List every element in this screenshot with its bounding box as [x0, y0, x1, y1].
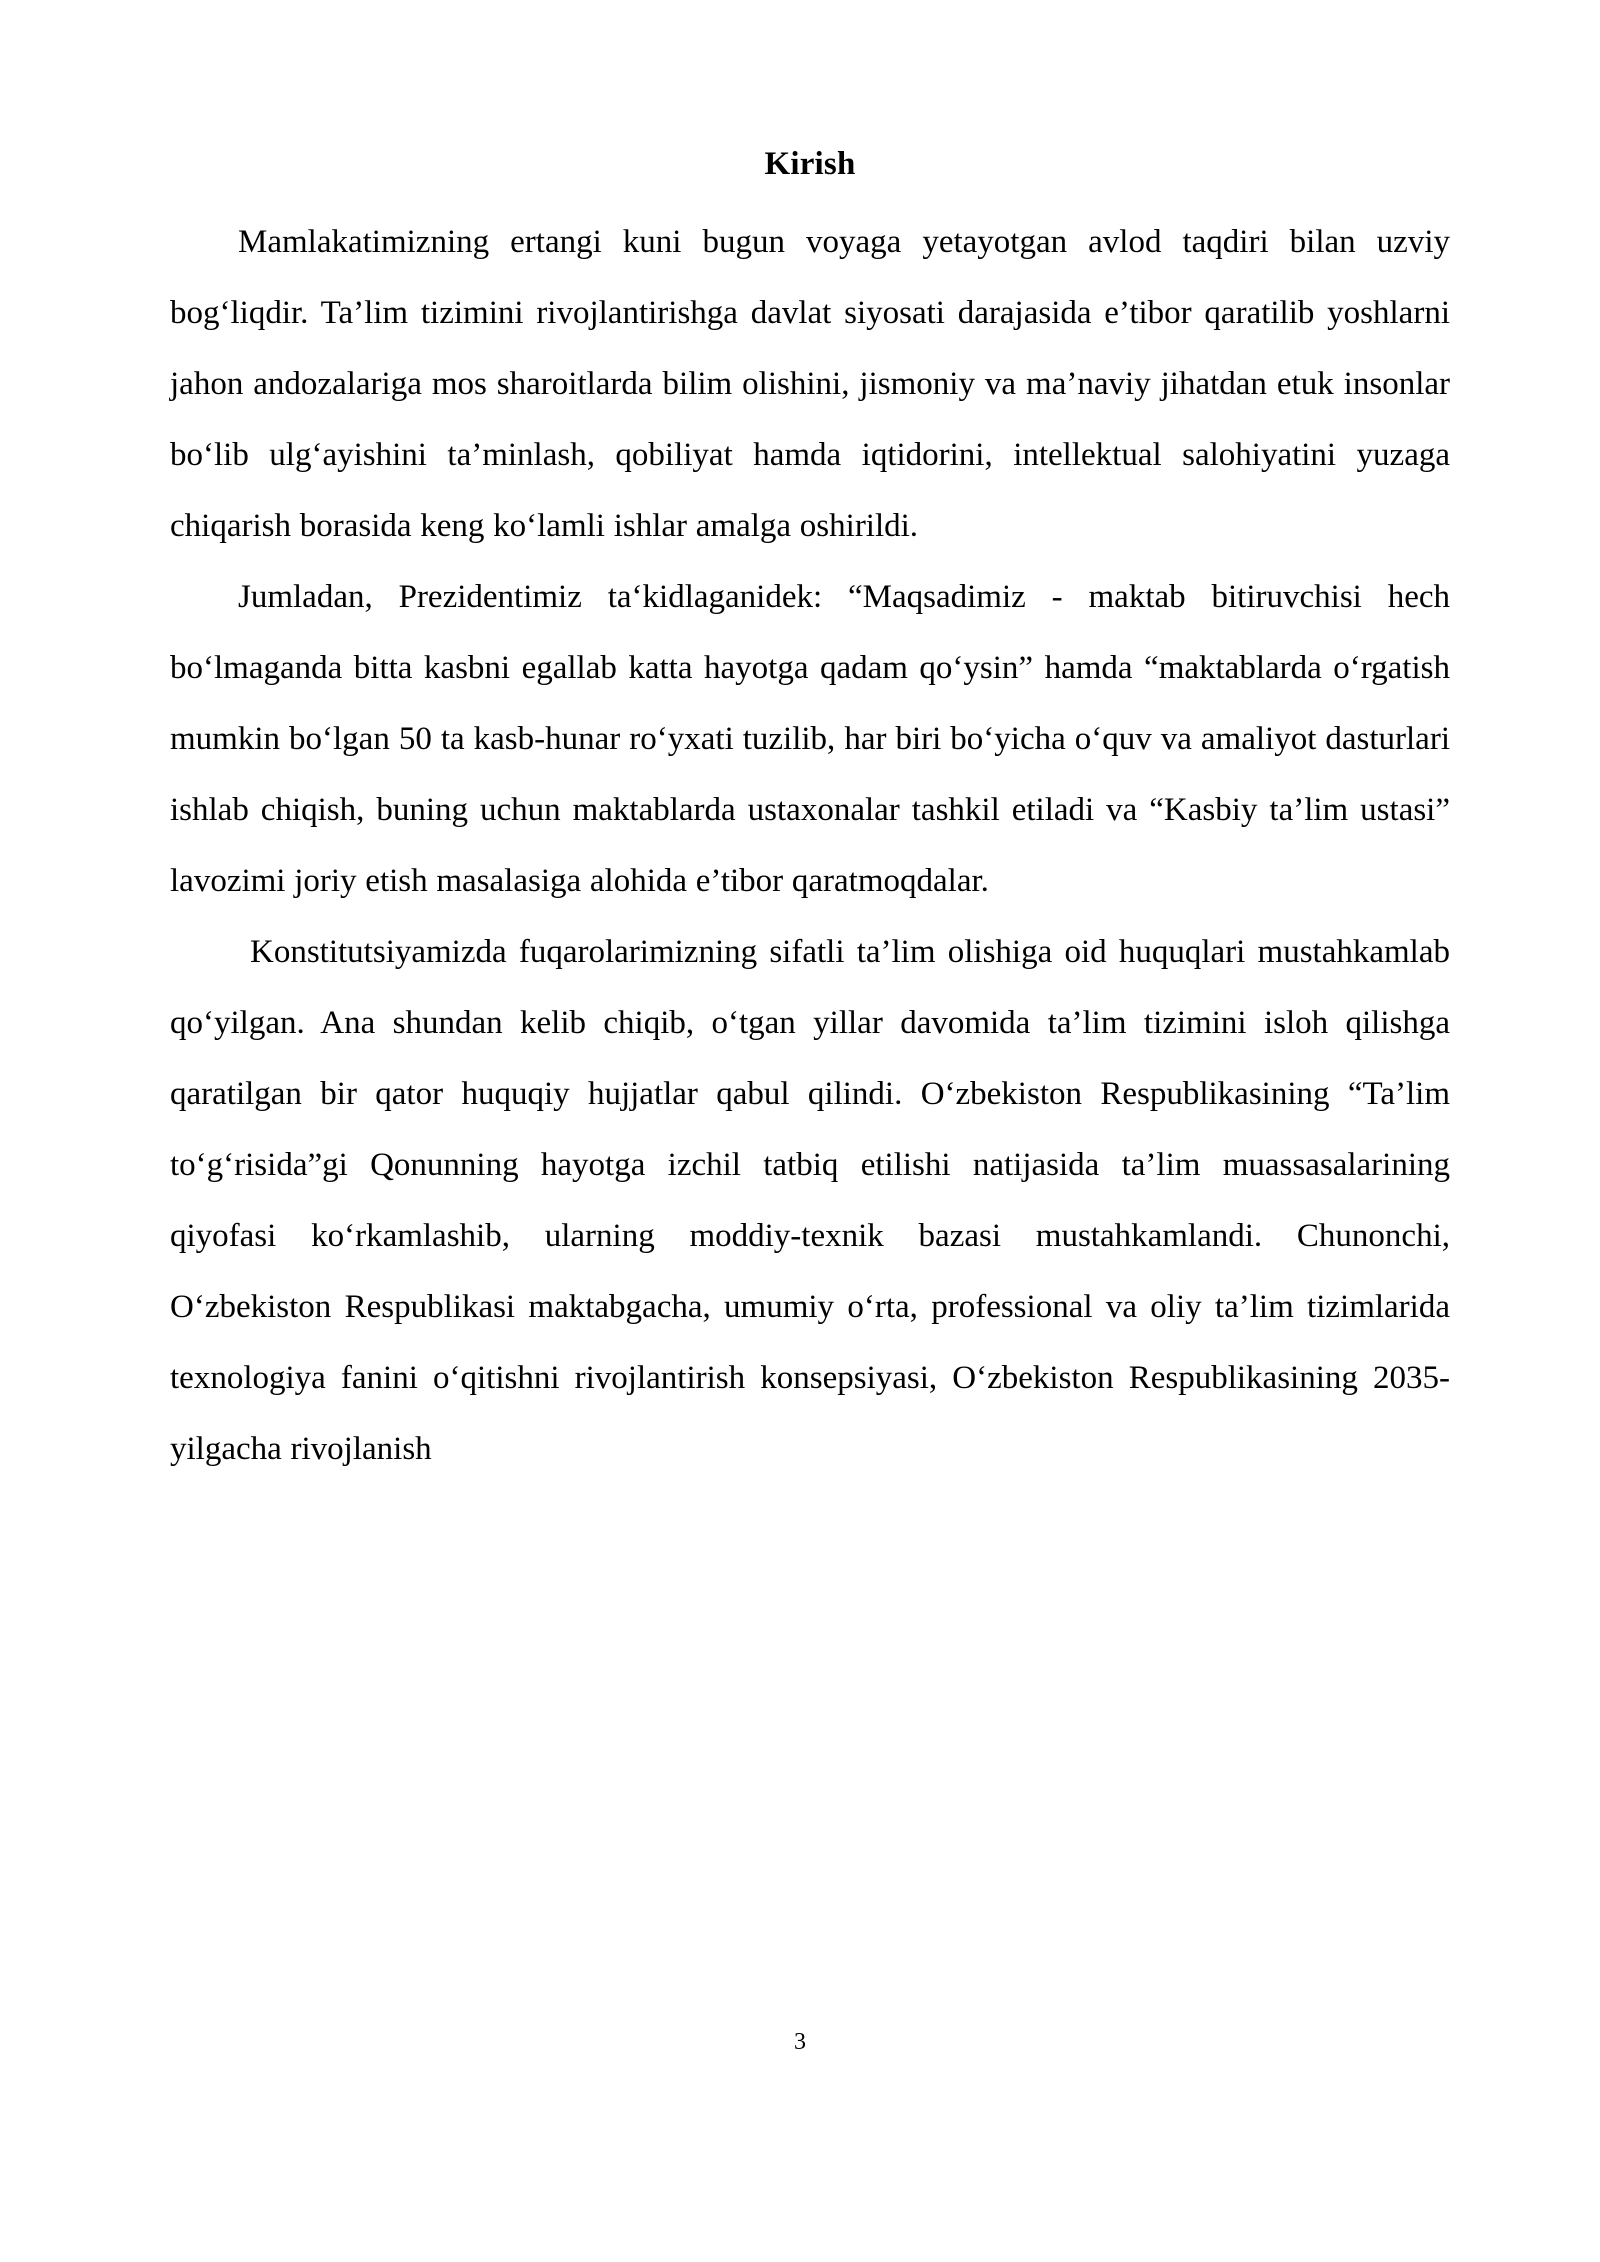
document-body — [170, 148, 1450, 1485]
page-title: Kirish — [764, 146, 856, 182]
page-number-footer: 3 — [794, 2029, 806, 2055]
body-paragraph-3: Konstitutsiyamizda fuqarolarimizning sifatli ta’lim olishiga oid huquqlari mustahkamlab qo‘yilgan. Ana shundan kelib chiqib, o‘tgan yillar davomida ta’lim tizimini isloh qilishga qaratilgan bir qator huquqiy hujjatlar qabul qilindi. O‘zbekiston Respublikasining “Ta’lim to‘g‘risida”gi Qonunning hayotga izchil tatbiq etilishi natijasida ta’lim muassasalarining qiyofasi ko‘rkamlashib, ularning moddiy-texnik bazasi mustahkamlandi. Chunonchi, O‘zbekiston Respublikasi maktabgacha, umumiy o‘rta, professional va oliy ta’lim tizimlarida texnologiya fanini o‘qitishni rivojlantirish konsepsiyasi, O‘zbekiston Respublikasining 2035-yilgacha rivojlanish — [170, 934, 1450, 1467]
body-paragraph-2: Jumladan, Prezidentimiz ta‘kidlaganidek: “Maqsadimiz - maktab bitiruvchisi hech bo‘lmaganda bitta kasbni egallab katta hayotga qadam qo‘ysin” hamda “maktablarda o‘rgatish mumkin bo‘lgan 50 ta kasb-hunar ro‘yxati tuzilib, har biri bo‘yicha o‘quv va amaliyot dasturlari ishlab chiqish, buning uchun maktablarda ustaxonalar tashkil etiladi va “Kasbiy ta’lim ustasi” lavozimi joriy etish masalasiga alohida e’tibor qaratmoqdalar. — [170, 579, 1450, 899]
body-paragraph-1: Mamlakatimizning ertangi kuni bugun voyaga yetayotgan avlod taqdiri bilan uzviy bog‘liqdir. Ta’lim tizimini rivojlantirishga davlat siyosati darajasida e’tibor qaratilib yoshlarni jahon andozalariga mos sharoitlarda bilim olishini, jismoniy va ma’naviy jihatdan etuk insonlar bo‘lib ulg‘ayishini ta’minlash, qobiliyat hamda iqtidorini, intellektual salohiyatini yuzaga chiqarish borasida keng ko‘lamli ishlar amalga oshirildi. — [170, 224, 1450, 544]
